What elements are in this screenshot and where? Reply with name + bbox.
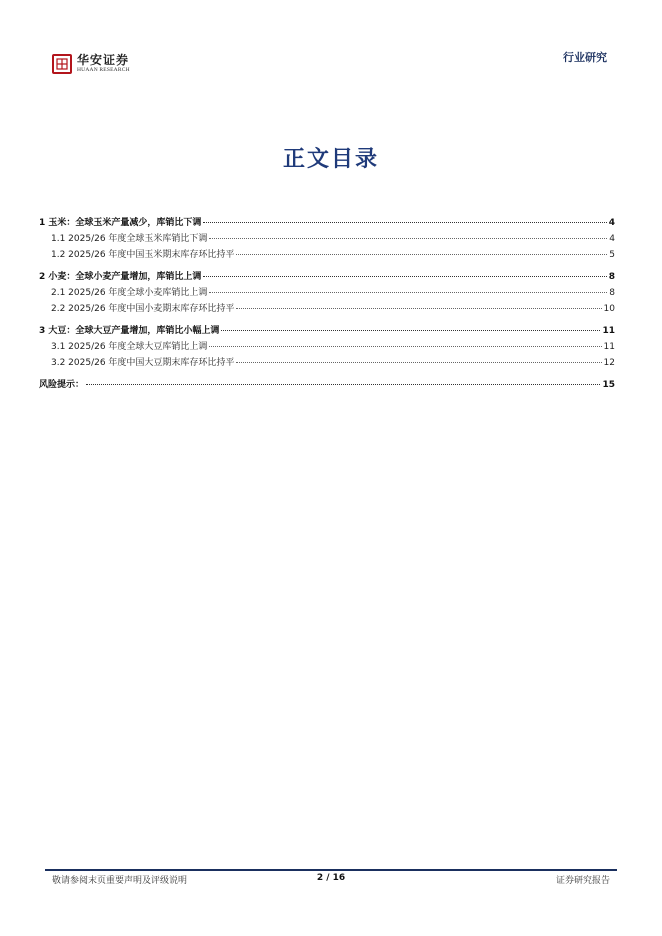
toc-entry-section[interactable] bbox=[39, 300, 615, 316]
logo-name-en: HUAAN RESEARCH bbox=[77, 67, 130, 74]
toc-dot-leader bbox=[221, 320, 600, 331]
toc-entry-label: 3 大豆：全球大豆产量增加，库销比小幅上调 bbox=[39, 326, 220, 336]
toc-entry-label: 3.2 2025/26 年度中国大豆期末库存环比持平 bbox=[51, 358, 235, 368]
logo bbox=[52, 54, 130, 74]
toc-entry-page: 10 bbox=[603, 304, 615, 314]
toc-entry-label: 1.2 2025/26 年度中国玉米期末库存环比持平 bbox=[51, 250, 235, 260]
toc-dot-leader bbox=[209, 336, 601, 347]
toc-entry-label: 2.2 2025/26 年度中国小麦期末库存环比持平 bbox=[51, 304, 235, 314]
toc-dot-leader bbox=[86, 374, 600, 385]
page-title: 正文目录 bbox=[282, 147, 379, 172]
toc-entry-page: 8 bbox=[609, 288, 615, 298]
table-of-contents bbox=[39, 214, 615, 392]
toc-entry-section[interactable] bbox=[39, 354, 615, 370]
toc-entry-section[interactable] bbox=[39, 246, 615, 262]
toc-entry-label: 2 小麦：全球小麦产量增加，库销比上调 bbox=[39, 272, 202, 282]
footer-report-type: 证券研究报告 bbox=[555, 876, 610, 886]
toc-entry-page: 8 bbox=[608, 272, 615, 282]
report-category: 行业研究 bbox=[563, 51, 607, 64]
page-number: 2 / 16 bbox=[316, 873, 346, 883]
toc-entry-label: 3.1 2025/26 年度全球大豆库销比上调 bbox=[51, 342, 208, 352]
toc-dot-leader bbox=[236, 298, 601, 309]
toc-dot-leader bbox=[236, 244, 607, 255]
logo-name-cn: 华安证券 bbox=[77, 53, 130, 68]
toc-dot-leader bbox=[203, 266, 606, 277]
toc-dot-leader bbox=[209, 282, 607, 293]
toc-entry-label: 1.1 2025/26 年度全球玉米库销比下调 bbox=[51, 234, 208, 244]
toc-entry-page: 11 bbox=[603, 342, 615, 352]
toc-entry-page: 4 bbox=[608, 218, 615, 228]
toc-entry-label: 风险提示： bbox=[39, 380, 85, 390]
toc-entry-page: 4 bbox=[609, 234, 615, 244]
toc-entry-label: 1 玉米：全球玉米产量减少，库销比下调 bbox=[39, 218, 202, 228]
toc-entry-chapter[interactable] bbox=[39, 376, 615, 392]
toc-dot-leader bbox=[209, 228, 607, 239]
toc-entry-label: 2.1 2025/26 年度全球小麦库销比上调 bbox=[51, 288, 208, 298]
toc-dot-leader bbox=[203, 212, 606, 223]
logo-mark-icon bbox=[52, 54, 72, 74]
footer-divider bbox=[45, 869, 617, 871]
toc-entry-page: 5 bbox=[609, 250, 615, 260]
toc-entry-page: 15 bbox=[602, 380, 615, 390]
toc-dot-leader bbox=[236, 352, 601, 363]
toc-entry-page: 12 bbox=[603, 358, 615, 368]
toc-entry-page: 11 bbox=[602, 326, 615, 336]
footer-disclaimer: 敬请参阅末页重要声明及评级说明 bbox=[52, 876, 188, 886]
